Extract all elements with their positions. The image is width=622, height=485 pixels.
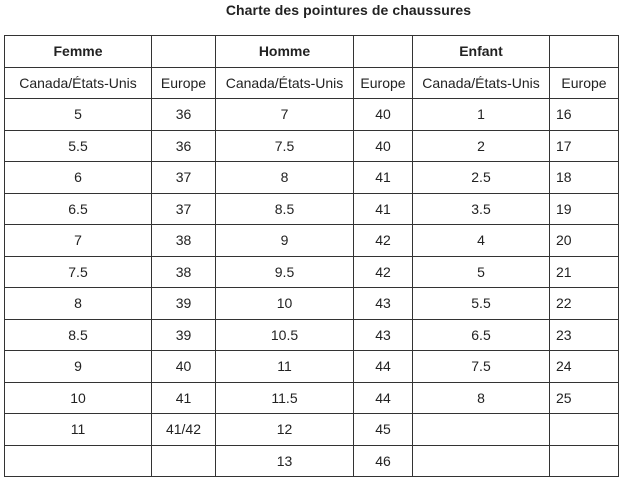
cell-men-eu: 41 (354, 193, 413, 225)
cell-women-eu: 36 (152, 99, 216, 131)
cell-women-us: 6.5 (5, 193, 152, 225)
group-header-cell: Homme (216, 36, 354, 68)
cell-kids-eu: 19 (550, 193, 619, 225)
cell-women-eu: 39 (152, 319, 216, 351)
column-header-row (5, 67, 619, 99)
table-row (5, 225, 619, 257)
cell-women-us: 6 (5, 162, 152, 194)
cell-women-us: 8 (5, 288, 152, 320)
cell-men-us: 7 (216, 99, 354, 131)
cell-men-us: 13 (216, 445, 354, 477)
table-row (5, 319, 619, 351)
cell-kids-eu (550, 445, 619, 477)
cell-kids-eu (550, 414, 619, 446)
cell-kids-eu: 16 (550, 99, 619, 131)
column-header-women-eu: Europe (152, 67, 216, 99)
cell-men-us: 10 (216, 288, 354, 320)
cell-women-us: 5 (5, 99, 152, 131)
cell-women-us: 7 (5, 225, 152, 257)
cell-men-us: 11 (216, 351, 354, 383)
cell-kids-us: 4 (413, 225, 550, 257)
cell-kids-us: 1 (413, 99, 550, 131)
table-row (5, 193, 619, 225)
cell-kids-eu: 21 (550, 256, 619, 288)
cell-kids-eu: 24 (550, 351, 619, 383)
cell-men-eu: 45 (354, 414, 413, 446)
cell-kids-us (413, 445, 550, 477)
cell-women-eu: 39 (152, 288, 216, 320)
column-header-men-eu: Europe (354, 67, 413, 99)
cell-men-eu: 42 (354, 256, 413, 288)
cell-kids-us: 6.5 (413, 319, 550, 351)
cell-women-eu: 37 (152, 193, 216, 225)
cell-women-eu: 37 (152, 162, 216, 194)
cell-men-us: 9.5 (216, 256, 354, 288)
cell-kids-eu: 23 (550, 319, 619, 351)
group-header-row (5, 36, 619, 68)
column-header-men-us: Canada/États-Unis (216, 67, 354, 99)
cell-kids-us: 5 (413, 256, 550, 288)
cell-men-eu: 40 (354, 99, 413, 131)
cell-men-us: 8 (216, 162, 354, 194)
cell-women-us (5, 445, 152, 477)
cell-women-us: 5.5 (5, 130, 152, 162)
cell-men-us: 7.5 (216, 130, 354, 162)
cell-women-eu: 38 (152, 256, 216, 288)
cell-kids-us: 8 (413, 382, 550, 414)
cell-kids-us: 2.5 (413, 162, 550, 194)
cell-men-eu: 46 (354, 445, 413, 477)
cell-men-us: 11.5 (216, 382, 354, 414)
cell-men-eu: 44 (354, 382, 413, 414)
table-row (5, 256, 619, 288)
column-header-kids-eu: Europe (550, 67, 619, 99)
cell-kids-eu: 17 (550, 130, 619, 162)
cell-kids-us: 2 (413, 130, 550, 162)
group-header-cell: Femme (5, 36, 152, 68)
cell-men-us: 10.5 (216, 319, 354, 351)
cell-women-us: 11 (5, 414, 152, 446)
cell-women-eu: 36 (152, 130, 216, 162)
table-row (5, 99, 619, 131)
cell-kids-us (413, 414, 550, 446)
cell-men-eu: 40 (354, 130, 413, 162)
cell-women-us: 10 (5, 382, 152, 414)
group-header-cell (152, 36, 216, 68)
cell-women-eu (152, 445, 216, 477)
cell-kids-eu: 18 (550, 162, 619, 194)
group-header-cell (550, 36, 619, 68)
cell-men-eu: 44 (354, 351, 413, 383)
column-header-women-us: Canada/États-Unis (5, 67, 152, 99)
cell-men-eu: 43 (354, 319, 413, 351)
cell-men-eu: 43 (354, 288, 413, 320)
cell-kids-eu: 25 (550, 382, 619, 414)
chart-title: Charte des pointures de chaussures (225, 2, 472, 18)
shoe-size-table (4, 35, 619, 477)
cell-kids-us: 7.5 (413, 351, 550, 383)
cell-kids-eu: 22 (550, 288, 619, 320)
table-row (5, 288, 619, 320)
cell-men-us: 12 (216, 414, 354, 446)
column-header-kids-us: Canada/États-Unis (413, 67, 550, 99)
group-header-cell: Enfant (413, 36, 550, 68)
table-row (5, 414, 619, 446)
group-header-cell (354, 36, 413, 68)
cell-kids-us: 5.5 (413, 288, 550, 320)
cell-women-eu: 41/42 (152, 414, 216, 446)
cell-women-eu: 40 (152, 351, 216, 383)
table-row (5, 130, 619, 162)
cell-women-eu: 41 (152, 382, 216, 414)
cell-men-us: 9 (216, 225, 354, 257)
table-row (5, 351, 619, 383)
cell-women-eu: 38 (152, 225, 216, 257)
cell-women-us: 9 (5, 351, 152, 383)
table-row (5, 382, 619, 414)
cell-men-us: 8.5 (216, 193, 354, 225)
cell-kids-eu: 20 (550, 225, 619, 257)
cell-men-eu: 42 (354, 225, 413, 257)
cell-women-us: 8.5 (5, 319, 152, 351)
cell-women-us: 7.5 (5, 256, 152, 288)
cell-men-eu: 41 (354, 162, 413, 194)
table-row (5, 162, 619, 194)
cell-kids-us: 3.5 (413, 193, 550, 225)
table-row (5, 445, 619, 477)
